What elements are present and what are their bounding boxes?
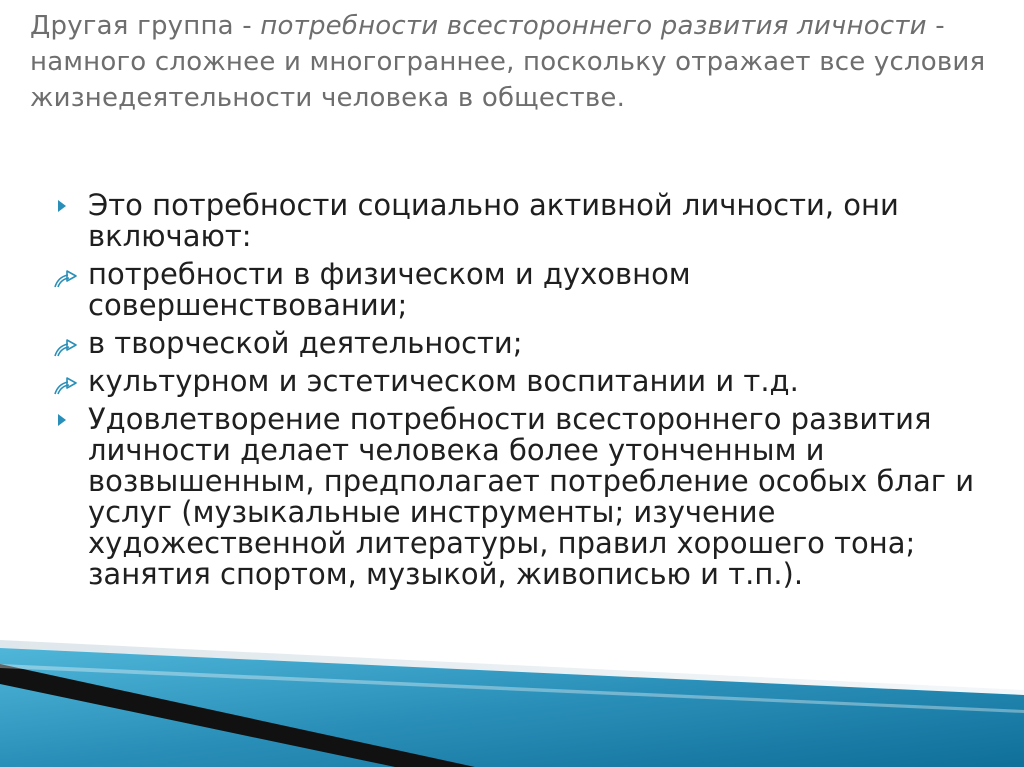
curved-arrow-icon [52,335,82,359]
bullet-list [52,190,1002,597]
bullet-item [52,190,1002,252]
sub-bullet-item [52,366,1002,397]
wedge-blue [0,648,1024,767]
triangle-bullet-icon [58,200,66,212]
wedge-light-band [0,640,1024,700]
curved-arrow-icon [52,266,82,290]
wedge-black-stripe [0,664,475,767]
bullet-item [52,404,1002,590]
bullet-text: Это потребности социально активной личности, они включают: [88,188,899,253]
curved-arrow-icon [52,373,82,397]
triangle-bullet-icon [58,414,66,426]
title-part-2: - намного сложнее и многограннее, поскольку отражает все условия жизнедеятельности человека в обществе. [30,11,986,113]
sub-bullet-item [52,328,1002,359]
title-italic-phrase: потребности всестороннего развития личности [260,11,927,41]
sub-bullet-text: в творческой деятельности; [88,326,523,360]
sub-bullet-text: потребности в физическом и духовном совершенствовании; [88,257,691,322]
sub-bullet-text: культурном и эстетическом воспитании и т.д. [88,364,799,398]
wedge-shadow [0,655,470,767]
sub-bullet-item [52,259,1002,321]
bullet-text: Удовлетворение потребности всестороннего развития личности делает человека более утонченным и возвышенным, предполагает потребление особых благ и услуг (музыкальные инструменты; изучение художественной литературы, правил хорошего тона; занятия спортом, музыкой, живописью и т.п.). [88,402,975,591]
slide-title [30,8,990,116]
title-part-1: Другая группа - [30,11,261,41]
wedge-white-line [0,664,1024,713]
